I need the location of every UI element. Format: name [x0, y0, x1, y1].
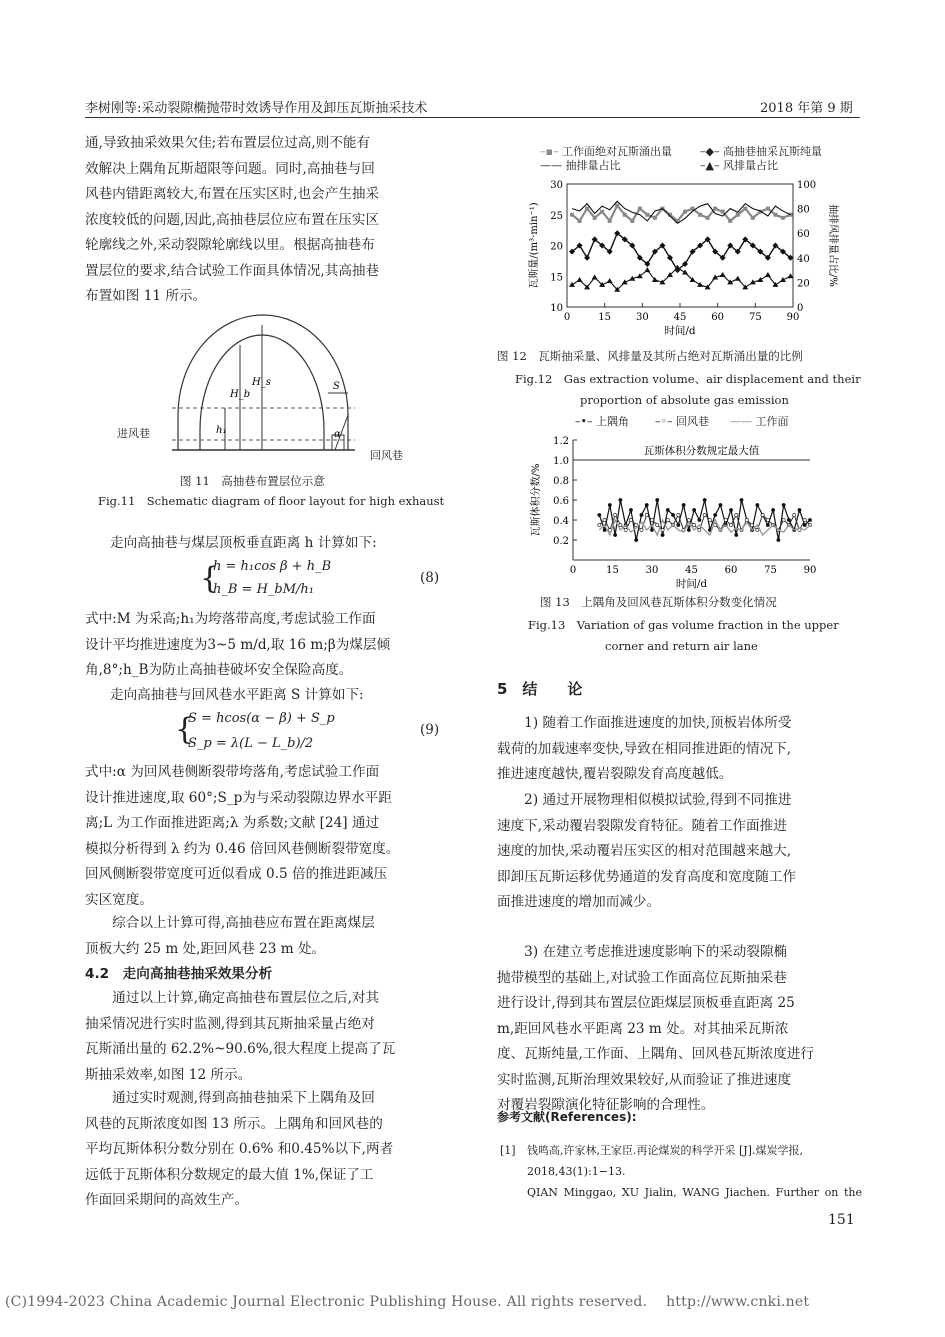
data-point [593, 216, 597, 220]
data-point [787, 518, 790, 521]
data-point [600, 210, 604, 214]
data-point [592, 274, 598, 279]
text-line: 效解决上隅角瓦斯超限等问题。同时,高抽巷与回 [85, 160, 375, 177]
data-point [666, 518, 669, 521]
data-point [714, 513, 717, 516]
data-point [666, 508, 669, 511]
data-point [687, 528, 690, 531]
data-point [782, 518, 785, 521]
fig12-caption-cn: 图 12 瓦斯抽采量、风排量及其所占绝对瓦斯涌出量的比例 [497, 349, 803, 363]
text-line: 轮廓线之外,采动裂隙轮廓线以里。根据高抽巷布 [85, 237, 375, 253]
page-number: 151 [828, 1212, 855, 1228]
text-line: 1) 随着工作面推进速度的加快,顶板岩体所受 [497, 715, 792, 731]
data-point [757, 277, 763, 282]
legend-label: 上隅角 [596, 415, 629, 428]
y-axis-label: 瓦斯体积分数/% [531, 463, 542, 537]
fig13-caption-en-2: corner and return air lane [605, 639, 758, 653]
section-5-title: 5 结 论 [497, 680, 583, 698]
x-axis-label: 时间/d [664, 325, 696, 337]
y-axis-label: 瓦斯量/(m³·min⁻¹) [529, 202, 540, 289]
data-point [623, 213, 627, 217]
text-line: 设计推进速度,取 60°;S_p为与采动裂隙边界水平距 [85, 789, 392, 806]
legend-label: 风排量占比 [722, 159, 778, 172]
eq8-number: (8) [420, 570, 440, 586]
eq8-line1: h = h₁cos β + h_B [213, 559, 332, 574]
legend-label: 回风巷 [676, 415, 709, 428]
sec42-paragraph-1 [85, 986, 446, 1088]
y-tick-label: 15 [550, 272, 563, 284]
y-tick-label: 30 [550, 180, 563, 191]
data-point [703, 498, 706, 501]
data-point [603, 518, 606, 521]
x-tick-label: 90 [786, 312, 800, 323]
text-line: 平均瓦斯体积分数分别在 0.6% 和0.45%以下,两者 [85, 1141, 394, 1157]
data-point [698, 528, 701, 531]
conclusion-3 [497, 940, 862, 1119]
text-line: 实区宽度。 [85, 891, 153, 908]
text-line: 回风侧断裂带宽度可近似看成 0.5 倍的推进距减压 [85, 866, 388, 882]
fig13-legend-2 [655, 413, 709, 429]
text-line: 模拟分析得到 λ 约为 0.46 倍回风巷侧断裂带宽度。 [85, 840, 400, 857]
data-point [766, 207, 770, 211]
data-point [793, 513, 796, 516]
data-point [773, 213, 777, 217]
x-tick-label: 90 [803, 565, 817, 576]
data-point [677, 513, 680, 516]
summary-paragraph [85, 911, 446, 962]
y-tick-label: 0.2 [553, 536, 569, 547]
eq9-line1: S = hcos(α − β) + S_p [188, 711, 335, 726]
legend-marker: —— [540, 159, 562, 172]
data-point [578, 219, 582, 223]
eq8-brace: { [200, 561, 220, 596]
text-line: 速度的加快,采动覆岩压实区的相对范围越来越大, [497, 843, 792, 859]
y2-axis-label: 抽排风排量占比/% [827, 204, 838, 287]
data-point [697, 282, 703, 287]
text-line: 布置如图 11 所示。 [85, 288, 207, 304]
ref-line: 钱鸣高,许家林,王家臣.再论煤炭的科学开采 [J].煤炭学报, [527, 1144, 803, 1157]
y2-tick-label: 20 [797, 278, 810, 290]
data-point [720, 272, 726, 277]
label-s: S [333, 381, 340, 392]
data-point [751, 216, 755, 220]
text-line: 3) 在建立考虑推进速度影响下的采动裂隙椭 [497, 944, 788, 960]
running-header-title: 李树刚等:采动裂隙椭抛带时效诱导作用及卸压瓦斯抽采技术 [85, 101, 428, 116]
data-point [750, 523, 753, 526]
max-limit-annotation: 瓦斯体积分数规定最大值 [643, 445, 760, 457]
data-point [706, 216, 710, 220]
data-point [735, 276, 741, 281]
text-line: 载荷的加载速率变快,导致在相同推进距的情况下, [497, 740, 792, 757]
data-point [743, 207, 747, 211]
data-point [777, 538, 780, 541]
text-line: 2) 通过开展物理相似模拟试验,得到不同推进 [497, 792, 792, 808]
fig13-legend-1 [575, 413, 629, 429]
data-point [698, 213, 702, 217]
fig12-caption-en-2: proportion of absolute gas emission [580, 393, 789, 407]
data-point [808, 518, 811, 521]
data-point [698, 518, 701, 521]
data-point [756, 503, 759, 506]
fig12-legend-3 [540, 157, 621, 173]
eq9-brace: { [175, 712, 195, 747]
data-point [619, 498, 622, 501]
data-point [708, 518, 711, 521]
fig11-caption-cn: 图 11 高抽巷布置层位示意 [180, 474, 325, 488]
data-point [740, 498, 743, 501]
data-point [653, 216, 657, 220]
data-point [703, 513, 706, 516]
label-h1: h₁ [216, 425, 227, 436]
text-line: 远低于瓦斯体积分数规定的最大值 1%,保证了工 [85, 1166, 374, 1183]
fig11-label-intake: 进风巷 [117, 427, 150, 440]
label-alpha: α [334, 429, 341, 440]
y2-tick-label: 40 [797, 253, 810, 265]
fig13-caption-cn: 图 13 上隅角及回风巷瓦斯体积分数变化情况 [540, 595, 777, 609]
data-point [721, 210, 725, 214]
x-tick-label: 45 [673, 312, 687, 323]
header-rule [85, 117, 860, 118]
references-title: 参考文献(References): [497, 1110, 637, 1124]
legend-label: 高抽巷抽采瓦斯纯量 [722, 145, 822, 158]
data-point [736, 213, 740, 217]
text-line: 抽采情况进行实时监测,得到其瓦斯抽采量占绝对 [85, 1015, 375, 1032]
text-line: 式中:α 为回风巷侧断裂带垮落角,考虑试验工作面 [85, 764, 380, 780]
text-line: 进行设计,得到其布置层位距煤层顶板垂直距离 25 [497, 995, 795, 1011]
legend-label: 工作面绝对瓦斯涌出量 [561, 145, 672, 158]
x-tick-label: 15 [598, 312, 612, 323]
data-point [693, 523, 696, 526]
ref-1-number: [1] [500, 1144, 516, 1157]
text-line: 对覆岩裂隙演化特征影响的合理性。 [497, 1097, 715, 1113]
x-tick-label: 30 [645, 565, 659, 576]
legend-marker: –▪– [540, 145, 559, 158]
section-4-2-title: 4.2 走向高抽巷抽采效果分析 [85, 966, 273, 982]
data-point [782, 503, 785, 506]
fig13-caption-en-1: Fig.13 Variation of gas volume fraction in the upper [528, 618, 839, 632]
data-point [729, 508, 732, 511]
text-line: 通,导致抽采效果欠佳;若布置层位过高,则不能有 [85, 135, 371, 151]
data-point [607, 278, 613, 283]
legend-marker: –•– [575, 415, 593, 428]
fig12-legend-4 [700, 157, 778, 173]
data-point [803, 518, 806, 521]
eq8-explanation [85, 607, 446, 684]
text-line: 通过以上计算,确定高抽巷布置层位之后,对其 [85, 990, 380, 1006]
data-point [677, 523, 680, 526]
data-point [638, 207, 642, 211]
eq8-line2: h_B = H_bM/h₁ [213, 582, 315, 597]
x-tick-label: 60 [724, 565, 738, 576]
ref-line: QIAN Minggao, XU Jialin, WANG Jiachen. Further on the [527, 1186, 862, 1199]
data-point [640, 528, 643, 531]
text-line: m,距回风巷水平距离 23 m 处。对其抽采瓦斯浓 [497, 1020, 789, 1037]
y-tick-label: 1.2 [553, 436, 569, 447]
data-point [608, 219, 612, 223]
text-line: 浓度较低的问题,因此,高抽巷层位应布置在压实区 [85, 211, 380, 228]
ref-line: 2018,43(1):1−13. [527, 1165, 626, 1178]
y2-tick-label: 60 [797, 229, 810, 241]
data-point [803, 523, 806, 526]
eq9-line2: S_p = λ(L − L_b)/2 [188, 736, 314, 751]
data-point [766, 523, 769, 526]
left-top-paragraph [85, 131, 446, 310]
eq9-number: (9) [420, 722, 440, 738]
data-point [614, 533, 617, 536]
data-point [761, 513, 764, 516]
text-line: 作面回采期间的高效生产。 [85, 1192, 249, 1208]
eq8-intro: 走向高抽巷与煤层顶板垂直距离 h 计算如下: [110, 535, 377, 551]
data-point [629, 518, 632, 521]
data-point [735, 533, 738, 536]
sec42-paragraph-2 [85, 1086, 446, 1214]
data-point [630, 219, 634, 223]
data-point [798, 508, 801, 511]
conclusion-2 [497, 788, 862, 916]
data-point [661, 533, 664, 536]
data-point [650, 518, 653, 521]
fig13-legend-3 [730, 413, 789, 429]
y-tick-label: 1.0 [553, 456, 569, 467]
data-point [661, 528, 664, 531]
data-point [619, 523, 622, 526]
data-point [693, 508, 696, 511]
data-point [765, 272, 771, 277]
text-line: 风巷的瓦斯浓度如图 13 所示。上隅角和回风巷的 [85, 1115, 383, 1132]
x-tick-label: 30 [635, 312, 649, 323]
fig11-diagram [110, 305, 440, 465]
copyright-footer: (C)1994-2023 China Academic Journal Electronic Publishing House. All rights reserved. http://www.cnki.net [5, 1294, 810, 1310]
data-point [598, 523, 601, 526]
fig11-label-return: 回风巷 [370, 449, 403, 462]
text-line: 置层位的要求,结合试验工作面具体情况,其高抽巷 [85, 262, 380, 279]
running-header-issue: 2018 年第 9 期 [760, 101, 853, 116]
y-tick-label: 0.4 [553, 516, 569, 527]
data-point [671, 513, 674, 516]
text-line: 顶板大约 25 m 处,距回风巷 23 m 处。 [85, 940, 326, 957]
fig13-chart [525, 430, 845, 590]
x-axis-label: 时间/d [675, 578, 708, 590]
text-line: 即卸压瓦斯运移优势通道的发育高度和宽度随工作 [497, 868, 797, 885]
ref-1-text [527, 1140, 862, 1203]
data-point [645, 513, 648, 516]
fig12-caption-en-1: Fig.12 Gas extraction volume、air displacement and their [515, 372, 861, 386]
data-point [624, 528, 627, 531]
data-point [724, 518, 727, 521]
conclusion-1 [497, 711, 862, 788]
data-point [656, 523, 659, 526]
data-point [656, 498, 659, 501]
data-point [635, 538, 638, 541]
data-point [603, 528, 606, 531]
label-hs: H_s [252, 377, 271, 388]
data-point [781, 216, 785, 220]
legend-label: 工作面 [755, 415, 789, 428]
series-line-3 [572, 201, 790, 223]
y-tick-label: 10 [550, 303, 563, 314]
data-point [608, 503, 611, 506]
y-tick-label: 20 [550, 241, 563, 253]
data-point [570, 213, 574, 217]
y2-tick-label: 0 [797, 303, 804, 314]
text-line: 式中:M 为采高;h₁为垮落带高度,考虑试验工作面 [85, 611, 376, 627]
data-point [682, 503, 685, 506]
x-tick-label: 0 [569, 565, 577, 576]
legend-marker: –▲– [700, 159, 720, 172]
legend-marker: –◆– [700, 145, 720, 158]
eq9-intro: 走向高抽巷与回风巷水平距离 S 计算如下: [110, 687, 364, 703]
x-tick-label: 75 [748, 312, 762, 323]
data-point [729, 523, 732, 526]
text-line: 瓦斯涌出量的 62.2%~90.6%,很大程度上提高了瓦 [85, 1041, 396, 1057]
data-point [719, 503, 722, 506]
data-point [766, 518, 769, 521]
legend-label: 抽排量占比 [565, 159, 621, 172]
text-line: 速度下,采动覆岩裂隙发育特征。随着工作面推进 [497, 817, 787, 834]
x-tick-label: 15 [606, 565, 619, 576]
y-tick-label: 0.8 [553, 476, 569, 487]
text-line: 风巷内错距离较大,布置在压实区时,也会产生抽采 [85, 186, 380, 202]
data-point [713, 207, 717, 211]
data-point [640, 513, 643, 516]
data-point [598, 513, 601, 516]
data-point [585, 207, 589, 211]
data-point [772, 508, 775, 511]
data-point [577, 277, 583, 282]
data-point [644, 267, 650, 272]
text-line: 面推进速度的增加而减少。 [497, 894, 661, 910]
series-line-2 [599, 515, 810, 530]
x-tick-label: 0 [563, 312, 571, 323]
legend-marker: —— [730, 415, 752, 428]
data-point [629, 508, 632, 511]
x-tick-label: 75 [764, 565, 777, 576]
text-line: 度、瓦斯纯量,工作面、上隅角、回风巷瓦斯浓度进行 [497, 1046, 814, 1062]
y2-tick-label: 100 [797, 180, 817, 191]
y2-tick-label: 80 [797, 204, 810, 216]
text-line: 角,8°;h_B为防止高抽巷破坏安全保险高度。 [85, 662, 353, 678]
data-point [645, 213, 649, 217]
series-line-3 [599, 520, 810, 535]
fig12-chart [525, 172, 845, 342]
text-line: 通过实时观测,得到高抽巷抽采下上隅角及回 [85, 1090, 375, 1106]
y-tick-label: 0.6 [553, 496, 569, 507]
data-point [728, 219, 732, 223]
text-line: 推进速度越快,覆岩裂隙发育高度越低。 [497, 766, 733, 782]
eq9-explanation [85, 760, 446, 913]
data-point [615, 204, 619, 208]
fig11-caption-en: Fig.11 Schematic diagram of floor layout for high exhaust [98, 494, 445, 508]
text-line: 抛带模型的基础上,对试验工作面高位瓦斯抽采巷 [497, 969, 787, 986]
data-point [614, 513, 617, 516]
x-tick-label: 45 [685, 565, 698, 576]
text-line: 设计平均推进速度为3~5 m/d,取 16 m;β为煤层倾 [85, 636, 391, 653]
legend-marker: –◦– [655, 415, 673, 428]
text-line: 离;L 为工作面推进距离;λ 为系数;文献 [24] 通过 [85, 815, 380, 831]
x-tick-label: 60 [711, 312, 725, 323]
text-line: 斯抽采效率,如图 12 所示。 [85, 1066, 252, 1083]
label-hb: H_b [230, 389, 251, 400]
text-line: 综合以上计算可得,高抽巷应布置在距离煤层 [85, 915, 375, 931]
y-tick-label: 25 [550, 210, 563, 222]
data-point [650, 528, 653, 531]
text-line: 实时监测,瓦斯治理效果较好,从而验证了推进速度 [497, 1071, 792, 1088]
data-point [569, 282, 575, 287]
data-point [645, 503, 648, 506]
data-point [756, 528, 759, 531]
data-point [682, 270, 688, 275]
data-point [683, 210, 687, 214]
data-point [735, 513, 738, 516]
